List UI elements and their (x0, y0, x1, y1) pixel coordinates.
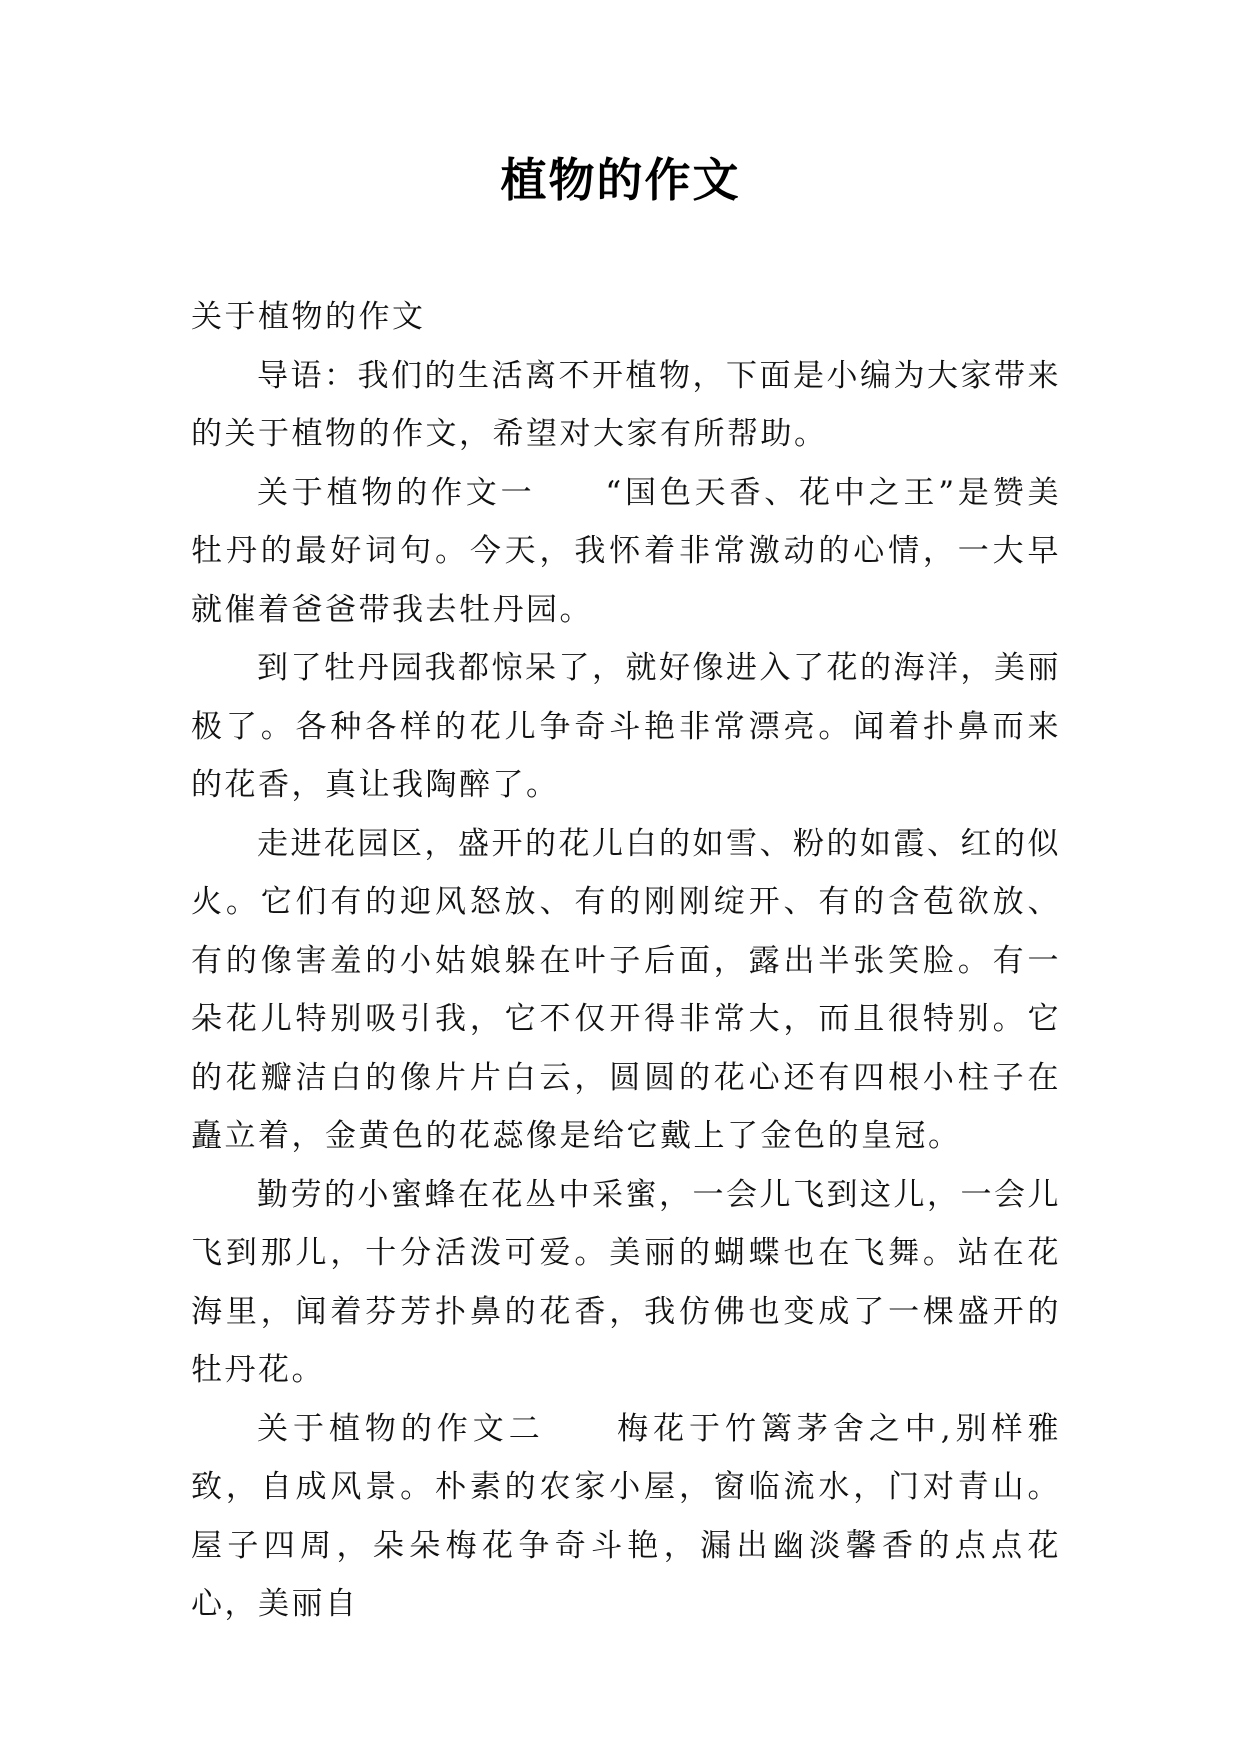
essay-one-text: “国色天香、花中之王”是赞美牡丹的最好词句。今天，我怀着非常激动的心情，一大早就催着爸爸带我去牡丹园。 (191, 474, 1061, 628)
essay-two-text: 梅花于竹篱茅舍之中,别样雅致，自成风景。朴素的农家小屋，窗临流水，门对青山。屋子四周，朵朵梅花争奇斗艳，漏出幽淡馨香的点点花心，美丽自 (191, 1410, 1061, 1622)
paragraph-intro: 导语：我们的生活离不开植物，下面是小编为大家带来的关于植物的作文，希望对大家有所帮助。 (191, 357, 1061, 452)
paragraph-flower-area: 走进花园区，盛开的花儿白的如雪、粉的如霞、红的似火。它们有的迎风怒放、有的刚刚绽开、有的含苞欲放、有的像害羞的小姑娘躲在叶子后面，露出半张笑脸。有一朵花儿特别吸引我，它不仅开得非常大，而且很特别。它的花瓣洁白的像片片白云，圆圆的花心还有四根小柱子在矗立着，金黄色的花蕊像是给它戴上了金色的皇冠。 (191, 825, 1061, 1154)
essay-one-heading: 关于植物的作文一 (257, 474, 536, 511)
document-body (191, 288, 1061, 1634)
paragraph-subtitle: 关于植物的作文 (191, 299, 426, 335)
paragraph-garden-arrival: 到了牡丹园我都惊呆了，就好像进入了花的海洋，美丽极了。各种各样的花儿争奇斗艳非常漂亮。闻着扑鼻而来的花香，真让我陶醉了。 (191, 650, 1061, 803)
paragraph-essay-one-start (191, 464, 1061, 640)
document-title: 植物的作文 (500, 153, 741, 207)
paragraph-bees: 勤劳的小蜜蜂在花丛中采蜜，一会儿飞到这儿，一会儿飞到那儿，十分活泼可爱。美丽的蝴蝶也在飞舞。站在花海里，闻着芬芳扑鼻的花香，我仿佛也变成了一棵盛开的牡丹花。 (191, 1176, 1061, 1388)
paragraph-essay-two-start (191, 1400, 1061, 1634)
essay-two-heading: 关于植物的作文二 (257, 1410, 545, 1447)
